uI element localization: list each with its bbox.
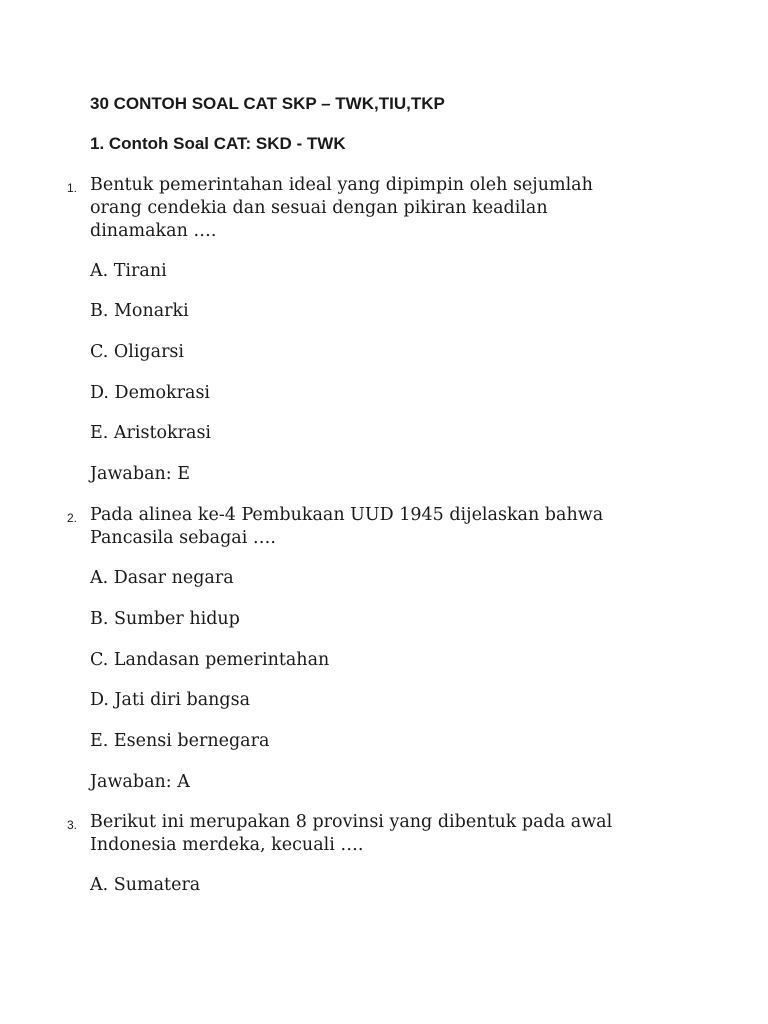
answer-key: Jawaban: E [90, 464, 191, 484]
question-number: 1. [67, 181, 78, 195]
question-number: 2. [67, 511, 78, 525]
document-title: 30 CONTOH SOAL CAT SKP – TWK,TIU,TKP [90, 94, 445, 113]
question-text-line: orang cendekia dan sesuai dengan pikiran keadilan [90, 198, 548, 218]
question-text-line: Pada alinea ke-4 Pembukaan UUD 1945 dijelaskan bahwa [90, 505, 604, 525]
answer-option: A. Tirani [90, 261, 167, 281]
question-text-line: Berikut ini merupakan 8 provinsi yang dibentuk pada awal [90, 812, 613, 832]
answer-key: Jawaban: A [90, 772, 190, 792]
answer-option: C. Oligarsi [90, 342, 185, 362]
answer-option: E. Esensi bernegara [90, 731, 270, 751]
answer-option: A. Dasar negara [90, 568, 234, 588]
answer-option: E. Aristokrasi [90, 423, 212, 443]
answer-option: C. Landasan pemerintahan [90, 650, 330, 670]
answer-option: D. Demokrasi [90, 383, 211, 403]
question-text-line: Indonesia merdeka, kecuali …. [90, 835, 364, 855]
answer-option: B. Monarki [90, 301, 189, 321]
answer-option: D. Jati diri bangsa [90, 690, 251, 710]
answer-option: A. Sumatera [90, 875, 201, 895]
question-text-line: Bentuk pemerintahan ideal yang dipimpin oleh sejumlah [90, 175, 593, 195]
question-text-line: Pancasila sebagai …. [90, 528, 276, 548]
question-text-line: dinamakan …. [90, 221, 217, 241]
answer-option: B. Sumber hidup [90, 609, 240, 629]
question-number: 3. [67, 818, 78, 832]
section-title: 1. Contoh Soal CAT: SKD - TWK [90, 134, 346, 153]
